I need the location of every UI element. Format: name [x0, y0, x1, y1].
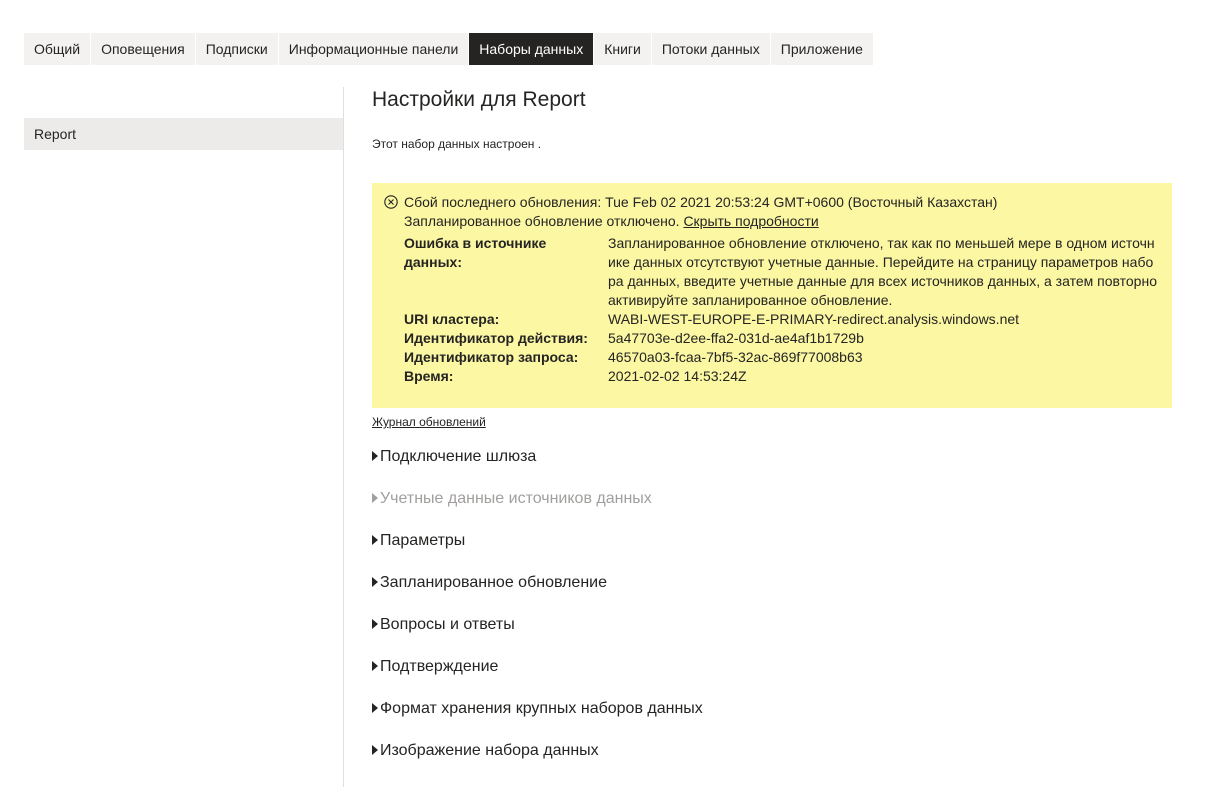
tab-alerts[interactable]: Оповещения	[91, 33, 195, 65]
section-label: Вопросы и ответы	[380, 616, 515, 633]
caret-right-icon	[372, 577, 378, 587]
detail-label: Идентификатор запроса:	[404, 349, 579, 365]
detail-label: Время:	[404, 368, 454, 384]
tab-workbooks[interactable]: Книги	[594, 33, 651, 65]
tab-dataflows[interactable]: Потоки данных	[652, 33, 770, 65]
detail-row	[404, 310, 1160, 329]
section-gateway-connection[interactable]	[372, 443, 703, 485]
section-parameters[interactable]	[372, 527, 703, 569]
section-label: Подтверждение	[380, 658, 499, 675]
caret-right-icon	[372, 535, 378, 545]
settings-sections	[372, 443, 703, 779]
tab-app[interactable]: Приложение	[771, 33, 873, 65]
section-label: Параметры	[380, 532, 466, 549]
tab-datasets[interactable]: Наборы данных	[469, 33, 593, 65]
tab-dashboards[interactable]: Информационные панели	[279, 33, 469, 65]
detail-row	[404, 348, 1160, 367]
dataset-status-text: Этот набор данных настроен .	[372, 137, 542, 151]
refresh-history-link[interactable]: Журнал обновлений	[372, 415, 486, 429]
error-subline: Запланированное обновление отключено.	[404, 213, 680, 229]
section-label: Учетные данные источников данных	[380, 490, 652, 507]
caret-right-icon	[372, 661, 378, 671]
detail-value: Запланированное обновление отключено, так как по меньшей мере в одном источнике данных отсутствуют учетные данные. Перейдите на страницу параметров набора данных, введите учетные данные для всех источников данных, а затем повторно активируйте запланированное обновление.	[608, 235, 1157, 308]
detail-label: Идентификатор действия:	[404, 330, 588, 346]
section-endorsement[interactable]	[372, 653, 703, 695]
section-large-dataset-format[interactable]	[372, 695, 703, 737]
caret-right-icon	[372, 493, 378, 503]
detail-label: Ошибка в источнике данных:	[404, 235, 547, 270]
settings-panel	[372, 87, 1172, 759]
section-dataset-image[interactable]	[372, 737, 703, 779]
tab-subscriptions[interactable]: Подписки	[196, 33, 278, 65]
error-headline: Сбой последнего обновления: Tue Feb 02 2021 20:53:24 GMT+0600 (Восточный Казахстан)	[404, 194, 998, 210]
section-scheduled-refresh[interactable]	[372, 569, 703, 611]
caret-right-icon	[372, 451, 378, 461]
sidebar-item-report[interactable]: Report	[24, 118, 343, 150]
tab-bar	[24, 33, 874, 65]
caret-right-icon	[372, 619, 378, 629]
section-label: Изображение набора данных	[380, 742, 599, 759]
detail-row	[404, 234, 1160, 310]
section-label: Подключение шлюза	[380, 448, 537, 465]
detail-label: URI кластера:	[404, 311, 500, 327]
section-label: Запланированное обновление	[380, 574, 607, 591]
detail-row	[404, 329, 1160, 348]
detail-row	[404, 367, 1160, 386]
error-details	[404, 234, 1160, 386]
page-title: Настройки для Report	[372, 88, 586, 111]
detail-value: WABI-WEST-EUROPE-E-PRIMARY-redirect.analysis.windows.net	[608, 311, 1020, 327]
refresh-error-box	[372, 183, 1172, 408]
detail-value: 2021-02-02 14:53:24Z	[608, 368, 747, 384]
dataset-sidebar	[24, 87, 344, 787]
section-data-source-credentials	[372, 485, 703, 527]
section-label: Формат хранения крупных наборов данных	[380, 700, 703, 717]
detail-value: 5a47703e-d2ee-ffa2-031d-ae4af1b1729b	[608, 330, 864, 346]
tab-general[interactable]: Общий	[24, 33, 90, 65]
error-subline-row	[404, 212, 1160, 231]
detail-value: 46570a03-fcaa-7bf5-32ac-869f77008b63	[608, 349, 863, 365]
section-qna[interactable]	[372, 611, 703, 653]
error-circle-icon	[384, 195, 398, 209]
caret-right-icon	[372, 745, 378, 755]
caret-right-icon	[372, 703, 378, 713]
hide-details-link[interactable]: Скрыть подробности	[683, 213, 819, 229]
